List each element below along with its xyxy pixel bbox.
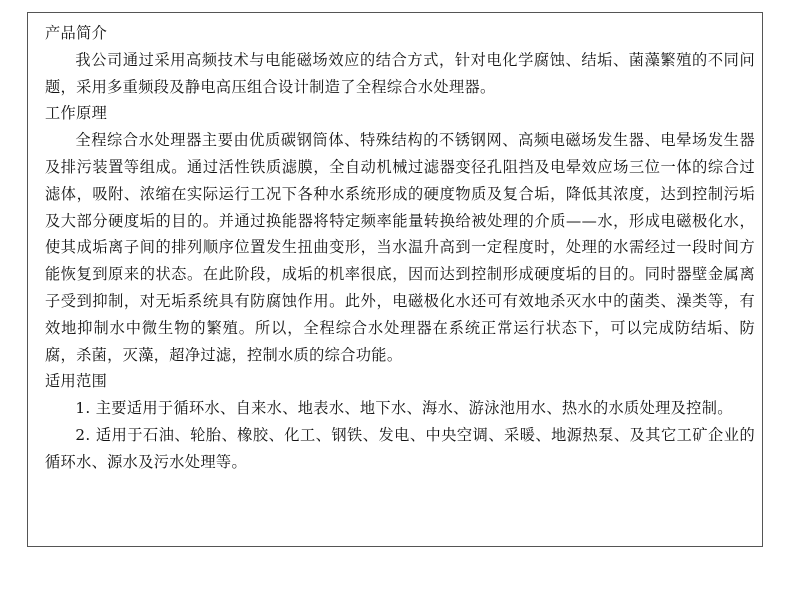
intro-paragraph: 我公司通过采用高频技术与电能磁场效应的结合方式，针对电化学腐蚀、结垢、菌藻繁殖的不同问题，采用多重频段及静电高压组合设计制造了全程综合水处理器。	[45, 50, 755, 96]
principle-heading: 工作原理	[45, 104, 108, 123]
intro-heading: 产品简介	[45, 24, 108, 42]
scope-item-2: 2. 适用于石油、轮胎、橡胶、化工、钢铁、发电、中央空调、采暖、地源热泵、及其它工矿企业的循环水、源水及污水处理等。	[45, 425, 755, 471]
document-body	[45, 20, 755, 476]
principle-paragraph: 全程综合水处理器主要由优质碳钢筒体、特殊结构的不锈钢网、高频电磁场发生器、电晕场发生器及排污装置等组成。通过活性铁质滤膜，全自动机械过滤器变径孔阻挡及电晕效应场三位一体的综合过滤体，吸附、浓缩在实际运行工况下各种水系统形成的硬度物质及复合垢，降低其浓度，达到控制污垢及大部分硬度垢的目的。并通过换能器将特定频率能量转换给被处理的介质——水，形成电磁极化水，使其成垢离子间的排列顺序位置发生扭曲变形，当水温升高到一定程度时，处理的水需经过一段时间方能恢复到原来的状态。在此阶段，成垢的机率很底，因而达到控制形成硬度垢的目的。同时器壁金属离子受到抑制，对无垢系统具有防腐蚀作用。此外，电磁极化水还可有效地杀灭水中的菌类、澡类等，有效地抑制水中微生物的繁殖。所以，全程综合水处理器在系统正常运行状态下，可以完成防结垢、防腐，杀菌，灭藻，超净过滤，控制水质的综合功能。	[45, 131, 755, 364]
scope-heading: 适用范围	[45, 372, 108, 391]
scope-item-1: 1. 主要适用于循环水、自来水、地表水、地下水、海水、游泳池用水、热水的水质处理及控制。	[75, 399, 733, 418]
